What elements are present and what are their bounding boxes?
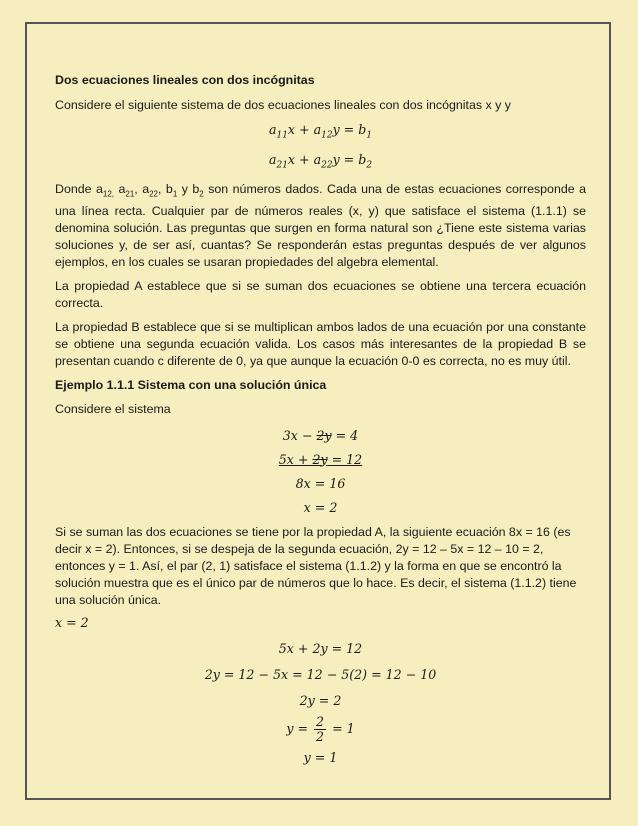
solution-step-5: y = $\frac{2}{2}$ = 1: [286, 713, 355, 744]
solution-step-1: x = 2: [55, 614, 89, 630]
system-equation-2: $a_{21}x + a_{22}y = b_2$: [268, 151, 373, 171]
system-equation-1: $a_{11}x + a_{12}y = b_1$: [268, 122, 373, 141]
intro-text: Considere el siguiente sistema de dos ecuaciones lineales con dos incógnitas x y y: [55, 98, 511, 112]
solution-step-3: 2y = 12 − 5x = 12 − 5(2) = 12 − 10: [204, 666, 437, 682]
document-body: [55, 72, 586, 766]
property-b-paragraph: La propiedad B establece que si se multiplican ambos lados de una ecuación por una constante se obtiene una segunda ecuación valida. Los casos más interesantes de la propiedad B se presentan cuando c diferente de 0, ya que aunque la ecuación 0-0 es correcta, no es muy útil.: [55, 319, 586, 368]
example-equation-3: 8x = 16: [295, 475, 346, 491]
solution-step-2: 5x + 2y = 12: [278, 640, 363, 656]
example-equation-4: x = 2: [303, 499, 338, 515]
example-title: Ejemplo 1.1.1 Sistema con una solución única: [55, 377, 327, 392]
example-equation-1: 3x − 2y = 4: [282, 427, 359, 443]
property-a-paragraph: La propiedad A establece que si se suman dos ecuaciones se obtiene una tercera ecuación correcta.: [55, 278, 586, 310]
solution-step-6: y = 1: [303, 749, 338, 765]
section-heading: Dos ecuaciones lineales con dos incógnitas: [55, 73, 315, 87]
example-equation-2: 5x + 2y = 12: [278, 451, 363, 467]
example-intro: Considere el sistema: [55, 401, 171, 416]
solution-step-4: 2y = 2: [299, 692, 342, 708]
donde-paragraph: Donde $a_{12,}$ $a_{21}$, $a_{22}$, $b_1$ y $b_2$ son números dados. Cada una de estas ecuaciones corresponde a una línea recta. Cualquier par de números reales (x, y) que satisface el sistema (1.1.1) se denomina solución. Las preguntas que surgen en forma natural son ¿Tiene este sistema varias soluciones y, de ser así, cuantas? Se responderán estas preguntas después de ver algunos ejemplos, en los cuales se usaran propiedades del algebra elemental.: [55, 182, 586, 269]
fraction: $\frac{2}{2}$: [316, 713, 325, 744]
explanation-paragraph: Si se suman las dos ecuaciones se tiene por la propiedad A, la siguiente ecuación 8x = 16 (es decir x = 2). Entonces, si se despeja de la segunda ecuación, 2y = 12 – 5x = 12 – 10 = 2, entonces y = 1. Así, el par (2, 1) satisface el sistema (1.1.2) y la forma en que se encontró la solución muestra que es el único par de números que lo hace. Es decir, el sistema (1.1.2) tiene una solución única.: [55, 524, 577, 607]
